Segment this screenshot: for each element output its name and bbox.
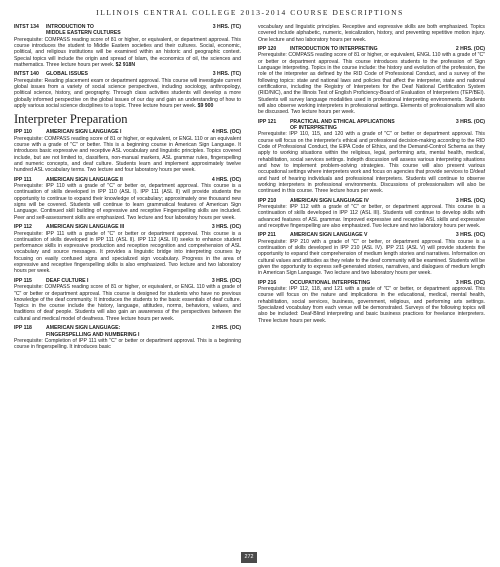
course-title: INTRODUCTION TO INTERPRETING [290,46,378,53]
course-title: OCCUPATIONAL INTERPRETING [290,279,371,286]
course-description [258,286,485,324]
course-description-text: Prerequisite: IPP 110, 115, and 120 with a grade of "C" or better or department approval. This course will focus on the interpreter's ethical and professional decision-making according to the RID Code of Professional Conduct, the EIPA Code of Ethics, and the Demand-Control Schema as they apply to working situations within the religious, legal, performing arts, mental health, medical, rehabilitation, social services settings. Indepth discussion will assess various interpreting situations and how to implement problem-solving strategies. This course will also present various occupational settings where interpreters work and focus on agencies that provide services to D/deaf and hard of hearing individuals and professional interpreters. Students will continue to observe working interpreters in professional environments. Discussions of professionalism will also be continued in this course. Three lecture hours per week. [258,131,485,195]
course-description-text: Prerequisite: COMPASS reading score of 81 or higher, or equivalent, ENGL 110 with a grade of "C" or better or department approval. This course introduces students to the profession of Sign Language interpreting. Topics in the course include: the history and evolution of the profession, the role of the interpreter as defined by the RID Code of Professional Conduct, and a survey of the following topics: state and national laws and policies that affect the interpreter, state and national certifications, including the Registry of Interpreters for the Deaf National Certification System (RID/NIC), and the Illinois Test of English Proficiency-Board of Evaluation of Interpreters (TEP/BEI). Students will survey language modalities used in professional interpreting environments. Students will also observe working interpreters in professional settings. Elements of professionalism will also be discussed. Two lecture hours per week. [258,52,485,116]
course-description [14,284,241,322]
course-description-text: Prerequisite: COMPASS reading score of 81 or higher, or equivalent, or department approval. This course introduces the student to Middle Eastern societies and their cultures. Social, economic, political, and religious institutions will be examined within an historic and geographic context. Special topics will include the origin and spread of Islam, the economics of oil, the sciences and mathematics. Three lecture hours per week. [14,36,241,68]
course-description [258,239,485,277]
page-number: 272 [241,552,257,563]
course-entry [14,129,241,173]
course-description-text: Prerequisite: IPP 112 with a grade of "C" or better, or department approval. This course is a continuation of skills developed in IPP 112 (ASL III). Students will continue to develop skills with advanced features of ASL grammar. Improved expressive and receptive ASL skills and expressive and receptive fingerspelling are also emphasized. Two lecture and two laboratory hours per week. [258,204,485,229]
course-code: IPP 121 [258,118,277,125]
course-code: IPP 120 [258,46,277,53]
course-credits: 3 HRS. (OC) [211,224,241,231]
course-heading [14,224,241,230]
course-code: IPP 216 [258,279,277,286]
course-title: AMERICAN SIGN LANGUAGE I [46,129,122,136]
course-credits: 3 HRS. (OC) [211,277,241,284]
course-heading [14,129,241,135]
course-code: IPP 115 [14,277,32,284]
course-heading [258,198,485,204]
intst-courses [14,24,241,109]
course-entry [258,119,485,195]
course-description-text: Prerequisite: IPP 112, 118, and 121 with a grade of "C" or better, or department approval. This course will focus on the nature and implications in the educational, medical, mental health, rehabilitation, social services, business, government, religious, and performing arts settings. Specialized vocabulary from each venue will be demonstrated. Surveys of the following topics will also be included: Deaf-Blind interpreting and basic business practices for freelance interpreters. Three lecture hours per week. [258,286,485,324]
course-credits: 4 HRS. (OC) [211,176,241,183]
course-fee-code: $2 918N [115,61,136,68]
course-description [14,338,241,351]
course-title: AMERICAN SIGN LANGUAGE: [46,325,121,332]
course-entry [14,24,241,68]
course-code: INTST 140 [14,71,39,78]
course-entry [258,46,485,115]
course-description-text: Prerequisite: Completion of IPP 111 with "C" or better or department approval. This is a beginning course in fingerspelling. It introduces basic [14,337,241,351]
course-description [258,131,485,194]
course-entry [14,278,241,322]
course-title: DEAF CULTURE I [46,277,89,284]
course-code: IPP 210 [258,197,277,204]
continued-description: vocabulary and linguistic principles. Receptive and expressive skills are both emphasized. Topics covered include alphabetic, numeric, lexicalization, history, and preventing repetitive motion injury. One lecture and two laboratory hours per week. [258,24,485,43]
ipp-courses-left [14,129,241,350]
course-description-text: Prerequisite: COMPASS reading score of 81 or higher, or equivalent, or ENGL 110 or an equivalent course with a grade of "C" or better. This is a beginning course in American Sign Language. It introduces basic expressive and receptive ASL vocabulary and linguistic principles. Topics covered include, but are not limited to, classifiers, non-manual markers, ASL grammar rules, fingerspelling and numeric concepts, and deaf culture. Students learn and implement approximately twelve hundred ASL vocabulary terms. Two lecture and four laboratory hours per week. [14,135,241,174]
course-description-text: Prerequisite: IPP 111 with a grade of "C" or better or department approval. This course is a continuation of skills developed in IPP 111 (ASL II). IPP 112 (ASL III) seeks to enhance student performance skills in expressive production and reception recognition and comprehension of ASL vocabulary and source messages. It provides a linguistic bridge into interpreting courses by focusing on easily confused signs and specialized sign vocabulary. Progress in the area of expressive and receptive fingerspelling skills is also emphasized. Two lecture and two laboratory hours per week. [14,230,241,275]
course-code: IPP 110 [14,129,32,136]
course-title: AMERICAN SIGN LANGUAGE III [46,224,125,231]
course-title-continued: FINGERSPELLING AND NUMBERING I [46,331,140,338]
course-credits: 4 HRS. (OC) [211,129,241,136]
course-code: IPP 112 [14,224,32,231]
course-credits: 3 HRS. (OC) [455,279,485,286]
course-credits: 3 HRS. (OC) [455,118,485,125]
page-header: ILLINOIS CENTRAL COLLEGE 2013-2014 COURSE DESCRIPTIONS [96,8,404,17]
course-title: GLOBAL ISSUES [46,71,88,78]
course-credits: 3 HRS. (TC) [212,24,241,30]
course-description [14,231,241,275]
course-code: IPP 118 [14,325,32,332]
course-credits: 3 HRS. (OC) [455,197,485,204]
right-column [258,24,485,327]
course-heading [14,71,241,77]
course-description [258,204,485,229]
course-credits: 2 HRS. (OC) [211,325,241,332]
course-entry [14,71,241,109]
course-title: PRACTICAL AND ETHICAL APPLICATIONS [290,118,395,125]
course-heading [14,24,241,37]
course-title: AMERICAN SIGN LANGUAGE IV [290,197,369,204]
section-title: Interpreter Preparation [14,112,128,127]
course-heading [14,325,241,338]
course-entry [14,325,241,350]
course-title: AMERICAN SIGN LANGUAGE II [46,176,123,183]
course-credits: 3 HRS. (OC) [455,232,485,239]
course-title-continued: OF INTERPRETING [290,125,337,132]
course-title: AMERICAN SIGN LANGUAGE V [290,232,368,239]
course-fee-code: $9 900 [197,102,214,109]
course-heading [258,119,485,132]
course-heading [258,280,485,286]
course-description [14,37,241,69]
course-heading [258,232,485,238]
course-description [258,52,485,115]
course-title-continued: MIDDLE EASTERN CULTURES [46,30,121,37]
left-column [14,24,241,354]
course-code: INTST 134 [14,24,39,30]
course-entry [258,232,485,276]
course-credits: 2 HRS. (OC) [455,46,485,53]
course-title: INTRODUCTION TO [46,24,94,30]
course-credits: 3 HRS. (TC) [212,71,241,78]
course-entry [258,280,485,324]
course-description [14,183,241,221]
course-entry [14,177,241,221]
course-description [14,136,241,174]
course-entry [14,224,241,275]
course-heading [258,46,485,52]
course-code: IPP 211 [258,232,276,239]
course-description-text: Prerequisite: Reading placement exam or department approval. This course will investigate current global issues from a variety of social science perspectives, including sociology, anthropology, political science, history, and geography. Through class activities students will develop a more globally informed perspective on the global issues of our day and gain an understanding of how to apply various social science disciplines to a topic. Three lecture hours per week. [14,77,241,109]
course-entry [258,198,485,230]
course-heading [14,177,241,183]
course-heading [14,278,241,284]
course-description-text: Prerequisite: COMPASS reading score of 81 or higher, or equivalent, or ENGL 110 with a grade of "C" or better or department approval. This course is designed for students who have no previous knowledge of the deaf community. It introduces the students to the basic essentials of deaf culture. Topics in the course include the history, language, attitudes, norms, behaviors, values, and traditions of deaf people. Students will also gain an awareness of the perspectives between the cultural and medical model of deafness. Three lecture hours per week. [14,284,241,322]
course-description-text: Prerequisite: IPP 210 with a grade of "C" or better, or department approval. This course is a continuation of skills developed in IPP 210 (ASL IV). IPP 211 (ASL V) will provide students the opportunity to expand their comprehension of medium length stories and narratives. Information on cultural values and attitudes as they relate to the deaf community will be examined. Students will be given the opportunity to express self-generated stories, narratives, and dialogues of medium length in American Sign Language. Two lecture and two laboratory hours per week. [258,238,485,277]
course-description-text: Prerequisite: IPP 110 with a grade of "C" or better or, department approval. This course is a continuation of skills developed in IPP 110 (ASL I). IPP 111 (ASL II) will provide students the opportunity to continue to expand their knowledge of vocabulary; approximately one thousand new signs will be covered. Students will continue to learn grammatical features of American Sign Language. Continued skill building of expressive and receptive Fingerspelling skills are included. Peer and self-assessment skills are emphasized. Two lecture and four laboratory hours per week. [14,183,241,221]
course-code: IPP 111 [14,176,32,183]
ipp-courses-right [258,46,485,324]
course-description [14,78,241,110]
